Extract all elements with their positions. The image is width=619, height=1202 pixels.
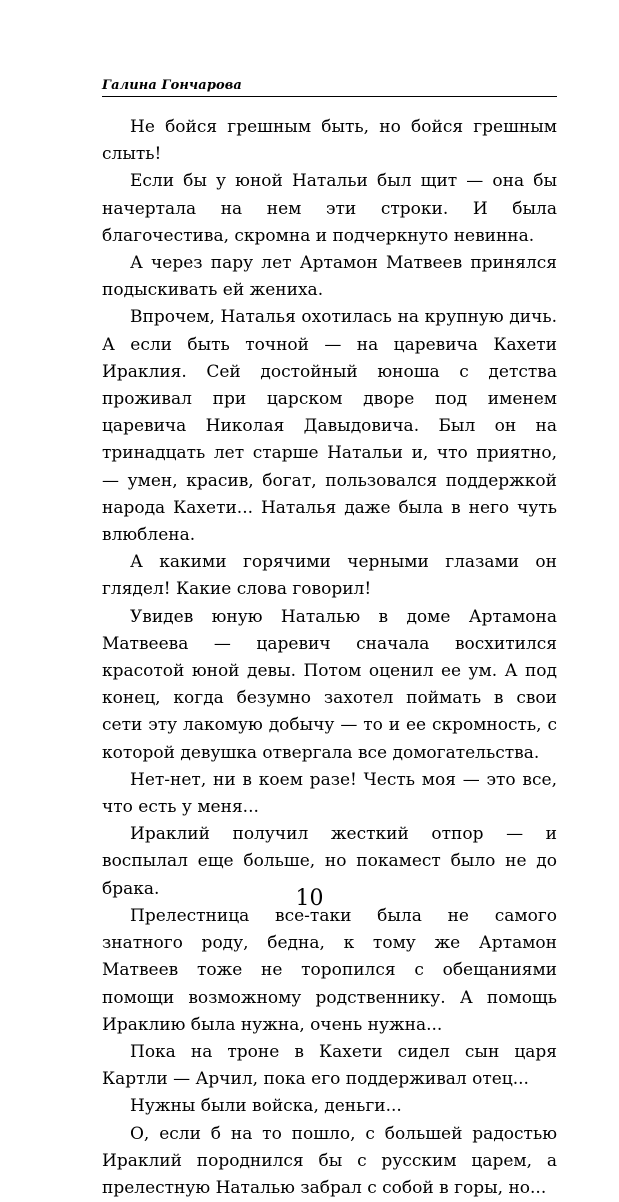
paragraph: Нет-нет, ни в коем разе! Честь моя — это все, что есть у меня...: [102, 769, 557, 818]
paragraph: Пока на троне в Кахети сидел сын царя Картли — Арчил, пока его поддерживал отец...: [102, 1041, 557, 1090]
paragraph: Увидев юную Наталью в доме Артамона Матвеева — царевич сначала восхитился красотой юной девы. Потом оценил ее ум. А под конец, когда безумно захотел поймать в свои сети эту лакомую добычу — то и ее скромность, с которой девушка отвергала все домогательства.: [102, 606, 557, 763]
page-number: 10: [295, 886, 324, 911]
paragraph: Не бойся грешным быть, но бойся грешным слыть!: [102, 117, 557, 165]
running-header-author: Галина Гончарова: [102, 78, 242, 93]
paragraph: А какими горячими черными глазами он глядел! Какие слова говорил!: [102, 552, 557, 600]
paragraph: Впрочем, Наталья охотилась на крупную дичь. А если быть точной — на царевича Кахети Ираклия. Сей достойный юноша с детства проживал при царском дворе под именем царевича Николая Давыдовича. Был он на тринадцать лет старше Натальи и, что приятно, — умен, красив, богат, пользовался поддержкой народа Кахети... Наталья даже была в него чуть влюблена.: [102, 307, 557, 546]
paragraph: Если бы у юной Натальи был щит — она бы начертала на нем эти строки. И была благочестива, скромна и подчеркнуто невинна.: [102, 171, 557, 246]
paragraph: Ираклий получил жесткий отпор — и воспылал еще больше, но покамест было не до брака.: [102, 824, 557, 899]
body-text: [102, 114, 557, 1202]
paragraph: Нужны были войска, деньги...: [130, 1096, 402, 1117]
paragraph: А через пару лет Артамон Матвеев принялся подыскивать ей жениха.: [102, 253, 557, 301]
paragraph: Прелестница все-таки была не самого знатного роду, бедна, к тому же Артамон Матвеев тоже не торопился с обещаниями помощи возможному родственнику. А помощь Ираклию была нужна, очень нужна...: [102, 905, 557, 1035]
running-header: [102, 72, 557, 97]
paragraph: О, если б на то пошло, с большей радостью Ираклий породнился бы с русским царем, а прелестную Наталью забрал с собой в горы, но...: [102, 1123, 557, 1198]
